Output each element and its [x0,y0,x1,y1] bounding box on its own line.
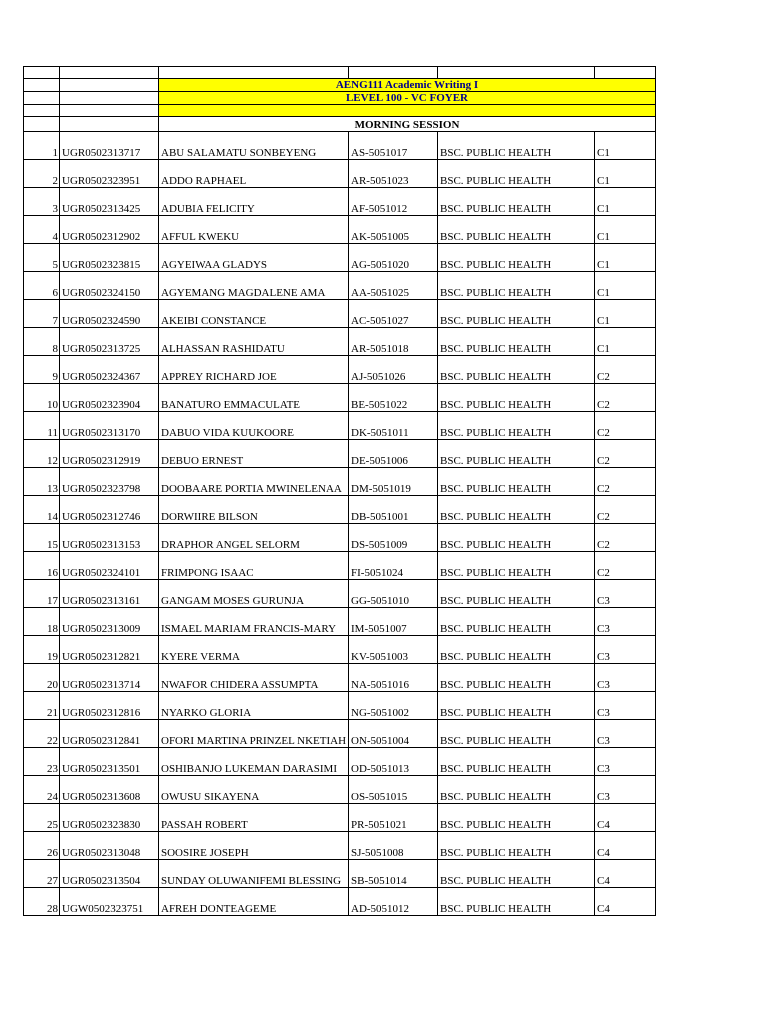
index-number: AF-5051012 [349,188,438,216]
row-number: 6 [24,272,60,300]
index-number: OS-5051015 [349,776,438,804]
group: C3 [595,664,656,692]
student-name: NWAFOR CHIDERA ASSUMPTA [159,664,349,692]
student-id: UGR0502323815 [60,244,159,272]
cell [60,92,159,105]
program: BSC. PUBLIC HEALTH [438,636,595,664]
index-number: FI-5051024 [349,552,438,580]
table-row [24,776,656,804]
program: BSC. PUBLIC HEALTH [438,804,595,832]
student-name: OSHIBANJO LUKEMAN DARASIMI [159,748,349,776]
program: BSC. PUBLIC HEALTH [438,608,595,636]
row-number: 15 [24,524,60,552]
group: C4 [595,860,656,888]
row-number: 3 [24,188,60,216]
row-number: 18 [24,608,60,636]
group: C4 [595,804,656,832]
row-number: 5 [24,244,60,272]
student-id: UGR0502312841 [60,720,159,748]
row-number: 8 [24,328,60,356]
index-number: SB-5051014 [349,860,438,888]
group: C1 [595,300,656,328]
program: BSC. PUBLIC HEALTH [438,496,595,524]
student-id: UGR0502312821 [60,636,159,664]
row-number: 17 [24,580,60,608]
row-number: 25 [24,804,60,832]
group: C2 [595,468,656,496]
table-row [24,188,656,216]
program: BSC. PUBLIC HEALTH [438,888,595,916]
student-id: UGR0502323798 [60,468,159,496]
venue-row [24,92,656,105]
group: C4 [595,888,656,916]
index-number: NG-5051002 [349,692,438,720]
group: C3 [595,720,656,748]
student-id: UGR0502312746 [60,496,159,524]
student-id: UGR0502312919 [60,440,159,468]
table-row [24,720,656,748]
group: C3 [595,636,656,664]
program: BSC. PUBLIC HEALTH [438,580,595,608]
highlight-blank-row [24,105,656,117]
student-name: AFFUL KWEKU [159,216,349,244]
student-id: UGR0502312816 [60,692,159,720]
student-id: UGR0502313717 [60,132,159,160]
table-row [24,468,656,496]
index-number: DK-5051011 [349,412,438,440]
group: C1 [595,216,656,244]
table-row [24,692,656,720]
row-number: 4 [24,216,60,244]
program: BSC. PUBLIC HEALTH [438,328,595,356]
group: C1 [595,244,656,272]
student-list-table [23,66,656,916]
student-id: UGR0502313153 [60,524,159,552]
group: C2 [595,412,656,440]
index-number: SJ-5051008 [349,832,438,860]
student-id: UGR0502324150 [60,272,159,300]
student-id: UGR0502324590 [60,300,159,328]
highlight-blank [159,105,656,117]
index-number: IM-5051007 [349,608,438,636]
program: BSC. PUBLIC HEALTH [438,720,595,748]
program: BSC. PUBLIC HEALTH [438,244,595,272]
program: BSC. PUBLIC HEALTH [438,384,595,412]
student-name: OFORI MARTINA PRINZEL NKETIAH [159,720,349,748]
program: BSC. PUBLIC HEALTH [438,132,595,160]
group: C3 [595,580,656,608]
table-row [24,300,656,328]
row-number: 27 [24,860,60,888]
table-row [24,832,656,860]
group: C3 [595,776,656,804]
row-number: 23 [24,748,60,776]
program: BSC. PUBLIC HEALTH [438,664,595,692]
table-row [24,160,656,188]
row-number: 20 [24,664,60,692]
group: C2 [595,440,656,468]
index-number: DB-5051001 [349,496,438,524]
index-number: BE-5051022 [349,384,438,412]
program: BSC. PUBLIC HEALTH [438,776,595,804]
table-row [24,636,656,664]
program: BSC. PUBLIC HEALTH [438,748,595,776]
program: BSC. PUBLIC HEALTH [438,692,595,720]
cell [24,117,60,132]
index-number: ON-5051004 [349,720,438,748]
row-number: 19 [24,636,60,664]
student-name: SOOSIRE JOSEPH [159,832,349,860]
cell [595,67,656,79]
table-row [24,272,656,300]
student-id: UGR0502323904 [60,384,159,412]
index-number: AK-5051005 [349,216,438,244]
table-row [24,440,656,468]
student-name: BANATURO EMMACULATE [159,384,349,412]
student-name: AFREH DONTEAGEME [159,888,349,916]
student-id: UGR0502324101 [60,552,159,580]
student-id: UGR0502313009 [60,608,159,636]
cell [60,79,159,92]
student-name: ALHASSAN RASHIDATU [159,328,349,356]
index-number: AC-5051027 [349,300,438,328]
student-id: UGR0502312902 [60,216,159,244]
student-id: UGR0502324367 [60,356,159,384]
program: BSC. PUBLIC HEALTH [438,412,595,440]
student-id: UGR0502313425 [60,188,159,216]
table-row [24,132,656,160]
program: BSC. PUBLIC HEALTH [438,468,595,496]
group: C2 [595,552,656,580]
student-name: ISMAEL MARIAM FRANCIS-MARY [159,608,349,636]
index-number: GG-5051010 [349,580,438,608]
table-row [24,608,656,636]
index-number: OD-5051013 [349,748,438,776]
course-title: AENG111 Academic Writing I [159,79,656,92]
row-number: 11 [24,412,60,440]
program: BSC. PUBLIC HEALTH [438,440,595,468]
index-number: KV-5051003 [349,636,438,664]
student-name: NYARKO GLORIA [159,692,349,720]
venue-title: LEVEL 100 - VC FOYER [159,92,656,105]
row-number: 12 [24,440,60,468]
student-name: PASSAH ROBERT [159,804,349,832]
group: C2 [595,524,656,552]
program: BSC. PUBLIC HEALTH [438,160,595,188]
program: BSC. PUBLIC HEALTH [438,832,595,860]
student-name: ADUBIA FELICITY [159,188,349,216]
table-row [24,412,656,440]
cell [24,92,60,105]
session-title: MORNING SESSION [159,117,656,132]
cell [438,67,595,79]
index-number: PR-5051021 [349,804,438,832]
row-number: 16 [24,552,60,580]
student-id: UGR0502313161 [60,580,159,608]
row-number: 26 [24,832,60,860]
group: C1 [595,160,656,188]
group: C1 [595,132,656,160]
student-name: DEBUO ERNEST [159,440,349,468]
cell [24,67,60,79]
student-name: OWUSU SIKAYENA [159,776,349,804]
row-number: 9 [24,356,60,384]
student-id: UGR0502323951 [60,160,159,188]
student-name: ABU SALAMATU SONBEYENG [159,132,349,160]
group: C4 [595,832,656,860]
program: BSC. PUBLIC HEALTH [438,300,595,328]
student-id: UGR0502313608 [60,776,159,804]
student-name: FRIMPONG ISAAC [159,552,349,580]
student-name: AGYEMANG MAGDALENE AMA [159,272,349,300]
group: C1 [595,188,656,216]
table-row [24,552,656,580]
group: C2 [595,384,656,412]
table-row [24,888,656,916]
student-id: UGR0502313504 [60,860,159,888]
group: C1 [595,328,656,356]
table-row [24,244,656,272]
program: BSC. PUBLIC HEALTH [438,552,595,580]
table-row [24,804,656,832]
student-name: AKEIBI CONSTANCE [159,300,349,328]
index-number: AD-5051012 [349,888,438,916]
row-number: 13 [24,468,60,496]
student-name: DRAPHOR ANGEL SELORM [159,524,349,552]
table-row [24,748,656,776]
student-id: UGW0502323751 [60,888,159,916]
student-name: AGYEIWAA GLADYS [159,244,349,272]
cell [60,105,159,117]
table-row [24,524,656,552]
student-id: UGR0502323830 [60,804,159,832]
program: BSC. PUBLIC HEALTH [438,860,595,888]
row-number: 28 [24,888,60,916]
session-row [24,117,656,132]
cell [159,67,349,79]
row-number: 7 [24,300,60,328]
table-row [24,216,656,244]
group: C2 [595,356,656,384]
group: C3 [595,608,656,636]
cell [60,67,159,79]
index-number: AJ-5051026 [349,356,438,384]
table-row [24,580,656,608]
index-number: AS-5051017 [349,132,438,160]
index-number: AR-5051023 [349,160,438,188]
program: BSC. PUBLIC HEALTH [438,356,595,384]
row-number: 2 [24,160,60,188]
student-id: UGR0502313048 [60,832,159,860]
cell [24,79,60,92]
student-name: KYERE VERMA [159,636,349,664]
table-row [24,664,656,692]
index-number: AA-5051025 [349,272,438,300]
cell [24,105,60,117]
table-row [24,328,656,356]
index-number: DM-5051019 [349,468,438,496]
index-number: AG-5051020 [349,244,438,272]
student-name: DABUO VIDA KUUKOORE [159,412,349,440]
course-title-row [24,79,656,92]
row-number: 21 [24,692,60,720]
program: BSC. PUBLIC HEALTH [438,188,595,216]
cell [349,67,438,79]
table-row [24,496,656,524]
student-name: GANGAM MOSES GURUNJA [159,580,349,608]
blank-row [24,67,656,79]
student-id: UGR0502313501 [60,748,159,776]
student-id: UGR0502313725 [60,328,159,356]
table-row [24,384,656,412]
row-number: 10 [24,384,60,412]
student-name: APPREY RICHARD JOE [159,356,349,384]
student-name: ADDO RAPHAEL [159,160,349,188]
index-number: DS-5051009 [349,524,438,552]
group: C3 [595,748,656,776]
cell [60,117,159,132]
row-number: 22 [24,720,60,748]
table-row [24,356,656,384]
student-name: DOOBAARE PORTIA MWINELENAA [159,468,349,496]
table-row [24,860,656,888]
program: BSC. PUBLIC HEALTH [438,216,595,244]
student-id: UGR0502313170 [60,412,159,440]
student-id: UGR0502313714 [60,664,159,692]
group: C1 [595,272,656,300]
program: BSC. PUBLIC HEALTH [438,272,595,300]
index-number: AR-5051018 [349,328,438,356]
group: C2 [595,496,656,524]
index-number: DE-5051006 [349,440,438,468]
program: BSC. PUBLIC HEALTH [438,524,595,552]
student-name: SUNDAY OLUWANIFEMI BLESSING [159,860,349,888]
student-name: DORWIIRE BILSON [159,496,349,524]
index-number: NA-5051016 [349,664,438,692]
row-number: 24 [24,776,60,804]
group: C3 [595,692,656,720]
row-number: 14 [24,496,60,524]
row-number: 1 [24,132,60,160]
